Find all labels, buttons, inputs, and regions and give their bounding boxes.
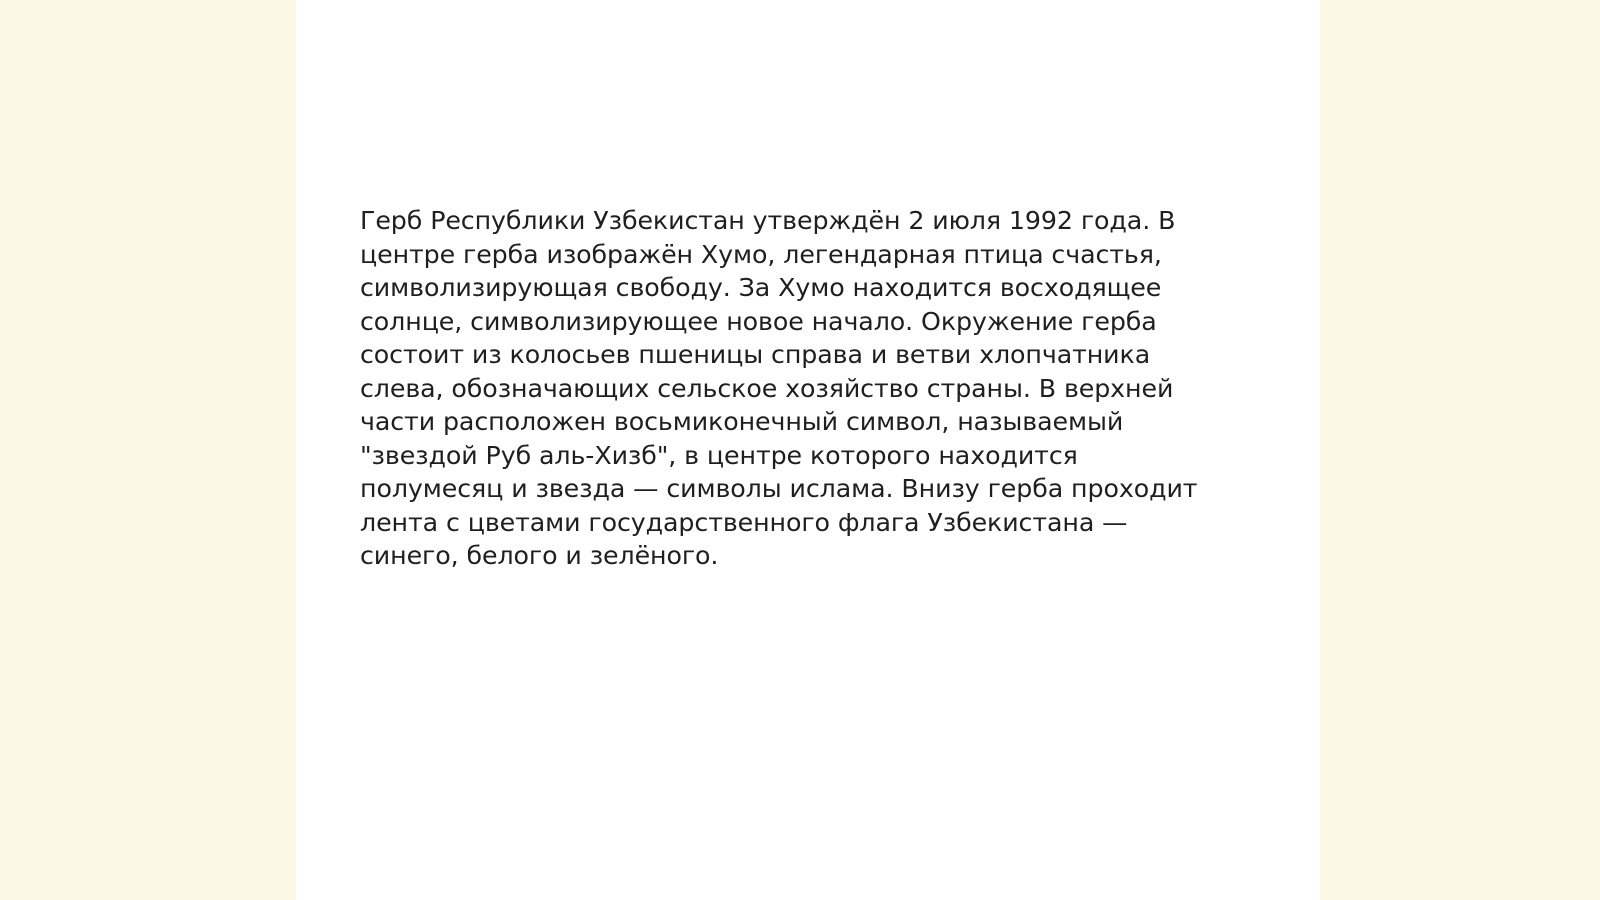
document-page bbox=[296, 0, 1320, 900]
coat-of-arms-description: Герб Республики Узбекистан утверждён 2 июля 1992 года. В центре герба изображён Хумо, легендарная птица счастья, символизирующая свободу. За Хумо находится восходящее солнце, символизирующее новое начало. Окружение герба состоит из колосьев пшеницы справа и ветви хлопчатника слева, обозначающих сельское хозяйство страны. В верхней части расположен восьмиконечный символ, называемый "звездой Руб аль-Хизб", в центре которого находится полумесяц и звезда — символы ислама. Внизу герба проходит лента с цветами государственного флага Узбекистана — синего, белого и зелёного. bbox=[360, 206, 1198, 570]
